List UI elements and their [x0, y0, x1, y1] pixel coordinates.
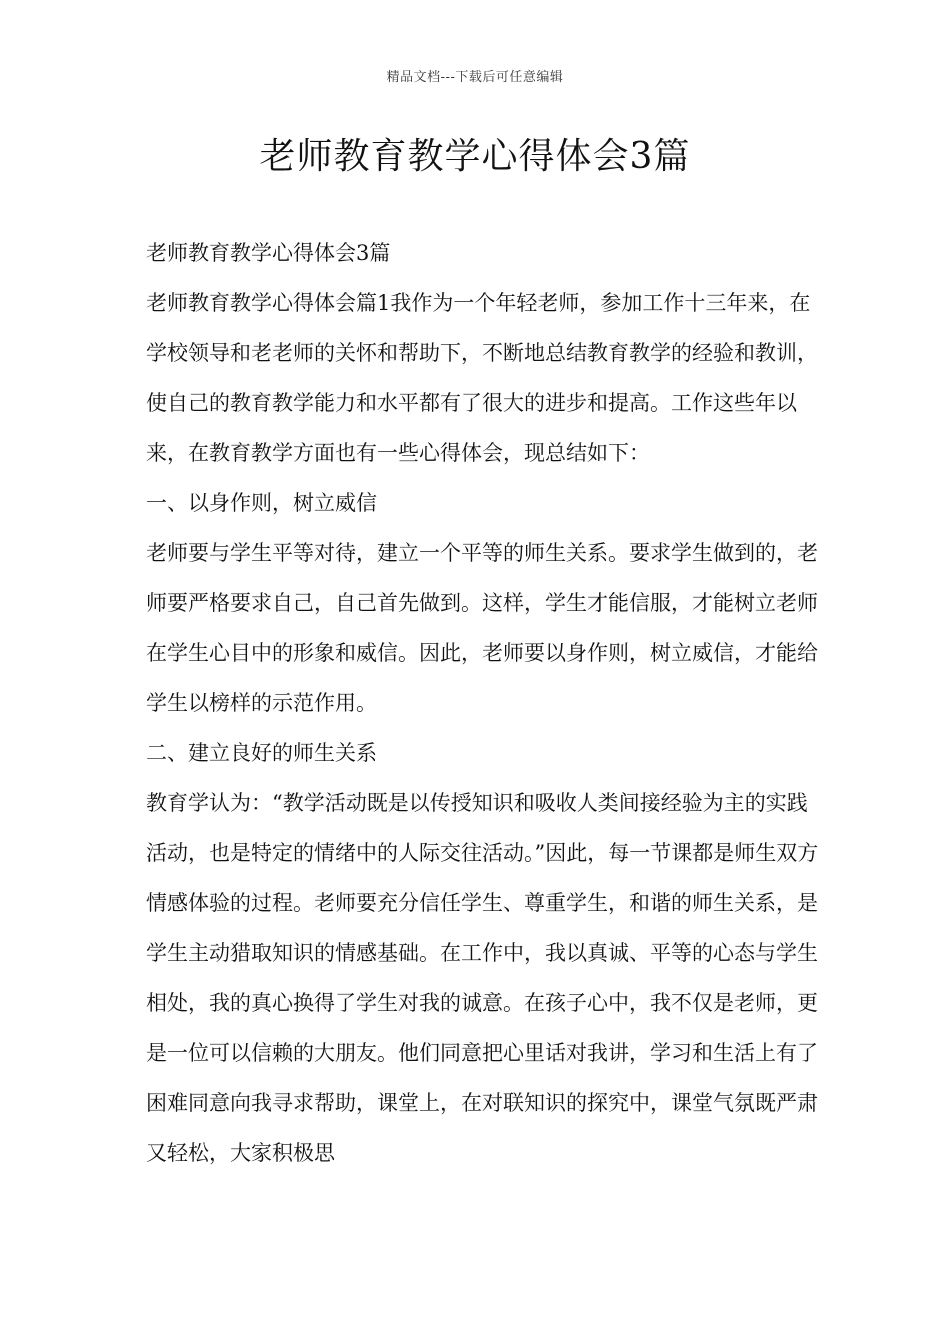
header-note: 精品文档---下载后可任意编辑 — [386, 70, 564, 85]
section-heading-1: 一、以身作则，树立威信 — [146, 491, 377, 515]
section-heading-2: 二、建立良好的师生关系 — [146, 741, 377, 765]
section-paragraph-1: 老师要与学生平等对待，建立一个平等的师生关系。要求学生做到的，老师要严格要求自己，自己首先做到。这样，学生才能信服，才能树立老师在学生心目中的形象和威信。因此，老师要以身作则，树立威信，才能给学生以榜样的示范作用。 — [146, 541, 818, 715]
subtitle-paragraph: 老师教育教学心得体会3篇 — [146, 241, 391, 265]
intro-paragraph: 老师教育教学心得体会篇1我作为一个年轻老师，参加工作十三年来，在学校领导和老老师的关怀和帮助下，不断地总结教育教学的经验和教训，使自己的教育教学能力和水平都有了很大的进步和提高。工作这些年以来，在教育教学方面也有一些心得体会，现总结如下： — [146, 291, 818, 465]
document-title: 老师教育教学心得体会3篇 — [259, 136, 691, 177]
section-paragraph-2: 教育学认为：“教学活动既是以传授知识和吸收人类间接经验为主的实践活动，也是特定的情绪中的人际交往活动。”因此，每一节课都是师生双方情感体验的过程。老师要充分信任学生、尊重学生，和谐的师生关系，是学生主动猎取知识的情感基础。在工作中，我以真诚、平等的心态与学生相处，我的真心换得了学生对我的诚意。在孩子心中，我不仅是老师，更是一位可以信赖的大朋友。他们同意把心里话对我讲，学习和生活上有了困难同意向我寻求帮助，课堂上，在对联知识的探究中，课堂气氛既严肃又轻松，大家积极思 — [146, 791, 819, 1165]
document-body — [146, 228, 826, 1178]
